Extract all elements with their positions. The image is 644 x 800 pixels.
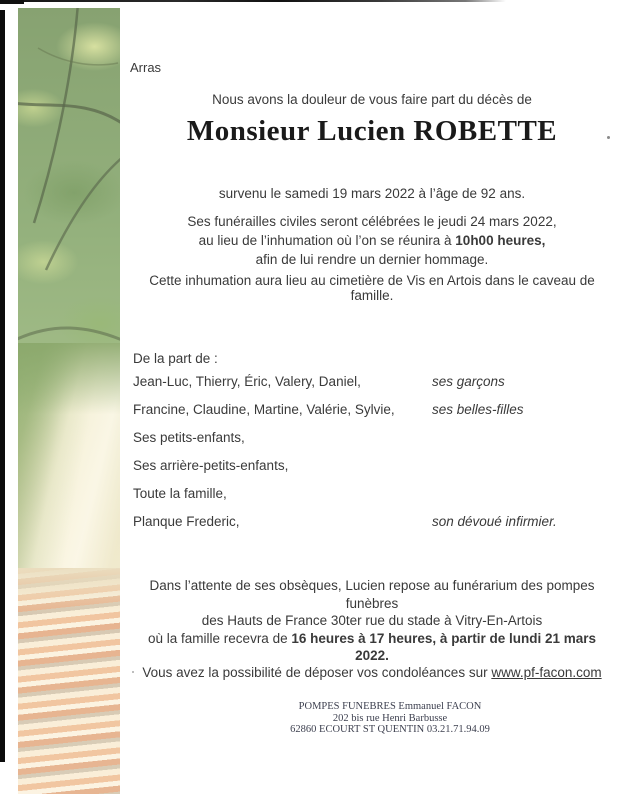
family-row [133,514,614,542]
funeral-home-name: POMPES FUNEBRES Emmanuel FACON [298,701,482,712]
family-relation: ses belles-filles [432,402,524,417]
repose-line-2: des Hauts de France 30ter rue du stade à Vitry-En-Artois [201,613,543,628]
funeral-details [130,212,614,269]
family-relation: ses garçons [432,374,505,389]
funeral-line-1: Ses funérailles civiles seront célébrées le jeudi 24 mars 2022, [187,214,557,229]
funeral-line-2-prefix: au lieu de l’inhumation où l’on se réunira à [198,233,456,248]
funeral-home-footer [130,701,644,736]
family-names: Toute la famille, [133,486,227,501]
family-heading: De la part de : [133,351,218,366]
intro-line: Nous avons la douleur de vous faire part du décès de [212,92,532,107]
funeral-line-2 [130,231,614,250]
photo-autumn-path [18,568,120,794]
family-row [133,486,614,514]
family-names: Ses arrière-petits-enfants, [133,458,289,473]
photo-sunbeam [18,343,120,598]
family-row [133,402,614,430]
family-names: Ses petits-enfants, [133,430,245,445]
death-date-line: survenu le samedi 19 mars 2022 à l’âge de 92 ans. [218,186,526,201]
funeral-time-bold: 10h00 heures, [455,233,546,248]
condolences-url-link[interactable]: www.pf-facon.com [491,665,602,680]
scan-edge-left [0,10,5,762]
family-list [133,374,614,542]
condolences-line [130,665,614,680]
family-names: Francine, Claudine, Martine, Valérie, Sylvie, [133,402,395,417]
funeral-line-3: afin de lui rendre un dernier hommage. [255,252,489,267]
repose-details [130,577,614,665]
funeral-home-city-phone: 62860 ECOURT ST QUENTIN 03.21.71.94.09 [290,724,490,735]
repose-line-3 [130,630,614,665]
scan-edge-top-notch [0,0,24,4]
family-row [133,458,614,486]
family-names: Jean-Luc, Thierry, Éric, Valery, Daniel, [133,374,361,389]
repose-line-1: Dans l’attente de ses obsèques, Lucien repose au funérarium des pompes funèbres [149,578,595,611]
family-relation: son dévoué infirmier. [432,514,557,529]
forest-photo [18,8,120,794]
funeral-home-street: 202 bis rue Henri Barbusse [332,712,448,724]
condolences-prefix: Vous avez la possibilité de déposer vos condoléances sur [142,665,492,680]
repose-hours-bold: 16 heures à 17 heures, à partir de lundi 21 mars 2022. [291,630,596,663]
family-row [133,374,614,402]
family-names: Planque Frederic, [133,514,240,529]
inhumation-line: Cette inhumation aura lieu au cimetière de Vis en Artois dans le caveau de famille. [149,273,595,303]
scan-edge-top [0,0,506,2]
repose-line-3-prefix: où la famille recevra de [148,630,292,646]
deceased-name: Monsieur Lucien ROBETTE [186,115,558,147]
family-row [133,430,614,458]
location-label: Arras [130,60,162,75]
